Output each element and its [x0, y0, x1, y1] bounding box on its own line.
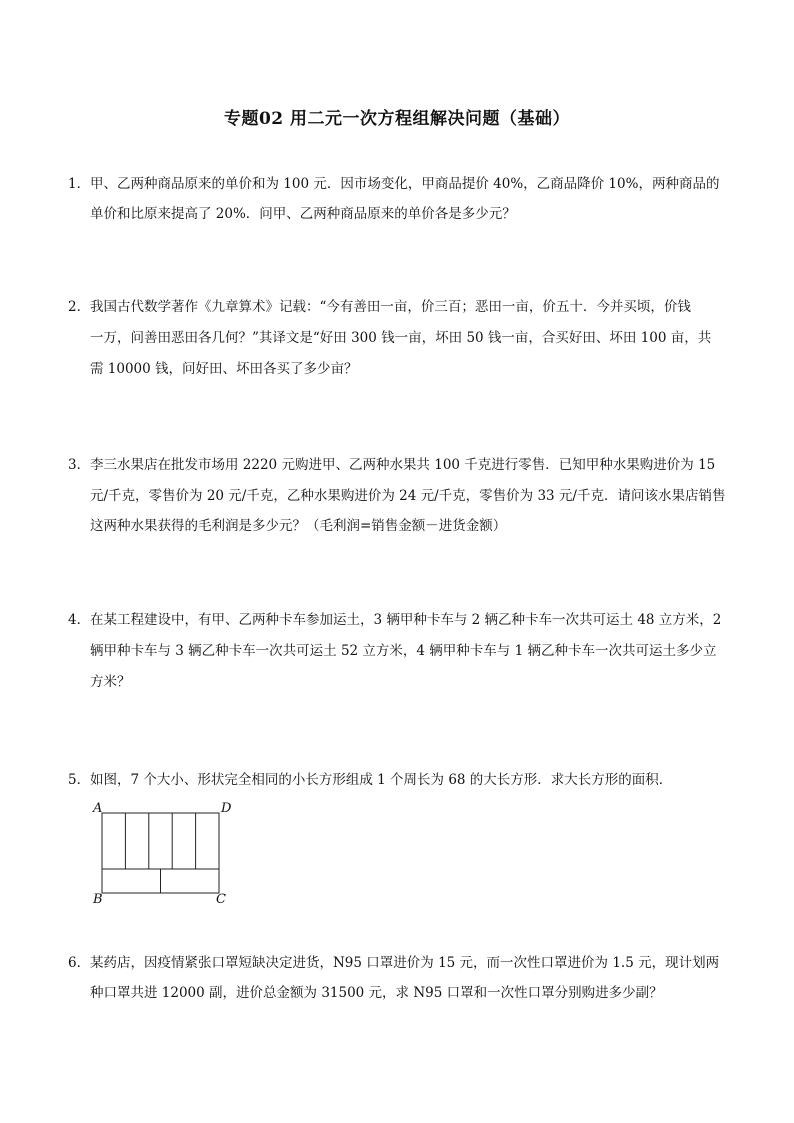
- question-text-line: 某药店，因疫情紧张口罩短缺决定进货，N95 口罩进价为 15 元，而一次性口罩进价为 1.5 元，现计划两: [90, 955, 720, 971]
- question-number: 3．: [68, 457, 91, 473]
- question-text-line: 种口罩共进 12000 副，进价总金额为 31500 元，求 N95 口罩和一次性口罩分别购进多少副？: [90, 985, 663, 1001]
- question-text-line: 元/千克，零售价为 20 元/千克，乙种水果购进价为 24 元/千克，零售价为 33 元/千克．请问该水果店销售: [90, 488, 726, 504]
- page-title: 专题02 用二元一次方程组解决问题（基础）: [223, 109, 571, 129]
- question-text-line: 如图，7 个大小、形状完全相同的小长方形组成 1 个周长为 68 的大长方形．求大长方形的面积．: [90, 772, 673, 788]
- question-number: 2．: [68, 299, 91, 315]
- vertex-label-a: A: [93, 801, 103, 816]
- question-text-line: 一万，问善田恶田各几何？”其译文是“好田 300 钱一亩，坏田 50 钱一亩，合买好田、坏田 100 亩，共: [90, 330, 712, 346]
- vertex-label-b: B: [93, 892, 103, 907]
- rectangle-figure: [88, 800, 238, 912]
- question-text-line: 我国古代数学著作《九章算术》记载：“今有善田一亩，价三百；恶田一亩，价五十．今并买顷，价钱: [90, 299, 691, 315]
- question-number: 5．: [68, 772, 91, 788]
- question-number: 1．: [68, 176, 91, 192]
- question-text-line: 方米？: [90, 674, 131, 690]
- question-text-line: 在某工程建设中，有甲、乙两种卡车参加运土，3 辆甲种卡车与 2 辆乙种卡车一次共可运土 48 立方米，2: [90, 612, 722, 628]
- question-text-line: 辆甲种卡车与 3 辆乙种卡车一次共可运土 52 立方米，4 辆甲种卡车与 1 辆乙种卡车一次共可运土多少立: [90, 643, 717, 659]
- question-text-line: 单价和比原来提高了 20%．问甲、乙两种商品原来的单价各是多少元？: [90, 206, 516, 222]
- question-text-line: 李三水果店在批发市场用 2220 元购进甲、乙两种水果共 100 千克进行零售．已知甲种水果购进价为 15: [90, 457, 716, 473]
- question-text-line: 需 10000 钱，问好田、坏田各买了多少亩？: [90, 361, 358, 377]
- question-text-line: 甲、乙两种商品原来的单价和为 100 元．因市场变化，甲商品提价 40%，乙商品降价 10%，两种商品的: [90, 176, 720, 192]
- vertex-label-d: D: [221, 801, 232, 816]
- question-number: 4．: [68, 612, 91, 628]
- question-text-line: 这两种水果获得的毛利润是多少元？（毛利润=销售金额－进货金额）: [90, 518, 507, 534]
- vertex-label-c: C: [216, 892, 226, 907]
- question-number: 6．: [68, 955, 91, 971]
